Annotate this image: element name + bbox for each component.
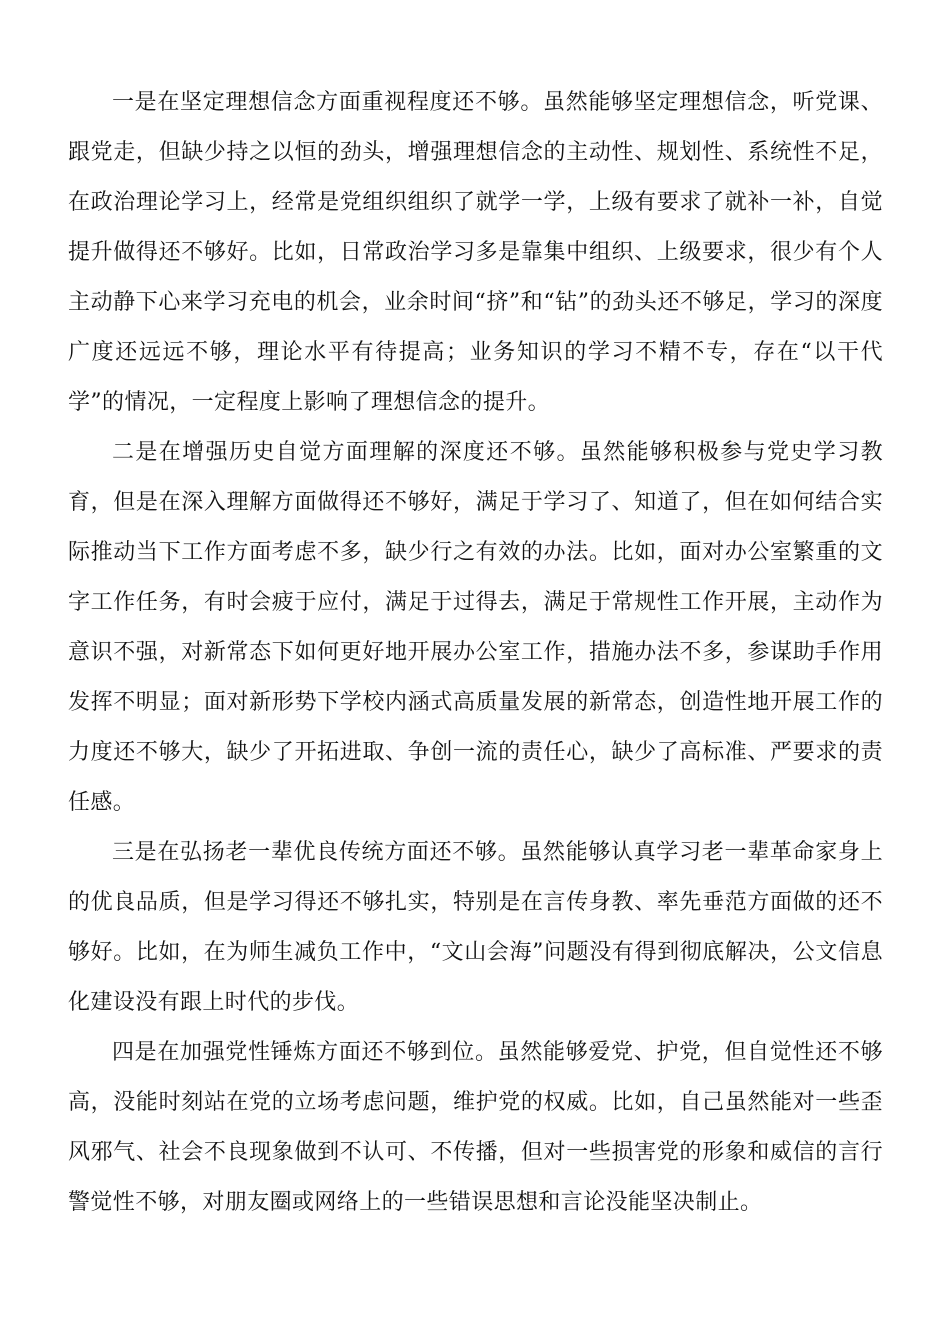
paragraph-4: 四是在加强党性锤炼方面还不够到位。虽然能够爱党、护党，但自觉性还不够高，没能时刻站在党的立场考虑问题，维护党的权威。比如，自己虽然能对一些歪风邪气、社会不良现象做到不认可、不传播，但对一些损害党的形象和威信的言行警觉性不够，对朋友圈或网络上的一些错误思想和言论没能坚决制止。 xyxy=(68,1040,883,1215)
paragraph-2: 二是在增强历史自觉方面理解的深度还不够。虽然能够积极参与党史学习教育，但是在深入理解方面做得还不够好，满足于学习了、知道了，但在如何结合实际推动当下工作方面考虑不多，缺少行之有效的办法。比如，面对办公室繁重的文字工作任务，有时会疲于应付，满足于过得去，满足于常规性工作开展，主动作为意识不强，对新常态下如何更好地开展办公室工作，措施办法不多，参谋助手作用发挥不明显；面对新形势下学校内涵式高质量发展的新常态，创造性地开展工作的力度还不够大，缺少了开拓进取、争创一流的责任心，缺少了高标准、严要求的责任感。 xyxy=(68,440,883,815)
document-page xyxy=(68,78,883,1228)
paragraph-3: 三是在弘扬老一辈优良传统方面还不够。虽然能够认真学习老一辈革命家身上的优良品质，但是学习得还不够扎实，特别是在言传身教、率先垂范方面做的还不够好。比如，在为师生减负工作中，“文山会海”问题没有得到彻底解决，公文信息化建设没有跟上时代的步伐。 xyxy=(68,840,883,1015)
paragraph-1: 一是在坚定理想信念方面重视程度还不够。虽然能够坚定理想信念，听党课、跟党走，但缺少持之以恒的劲头，增强理想信念的主动性、规划性、系统性不足，在政治理论学习上，经常是党组织组织了就学一学，上级有要求了就补一补，自觉提升做得还不够好。比如，日常政治学习多是靠集中组织、上级要求，很少有个人主动静下心来学习充电的机会，业余时间“挤”和“钻”的劲头还不够足，学习的深度广度还远远不够，理论水平有待提高；业务知识的学习不精不专，存在“以干代学”的情况，一定程度上影响了理想信念的提升。 xyxy=(68,90,883,415)
